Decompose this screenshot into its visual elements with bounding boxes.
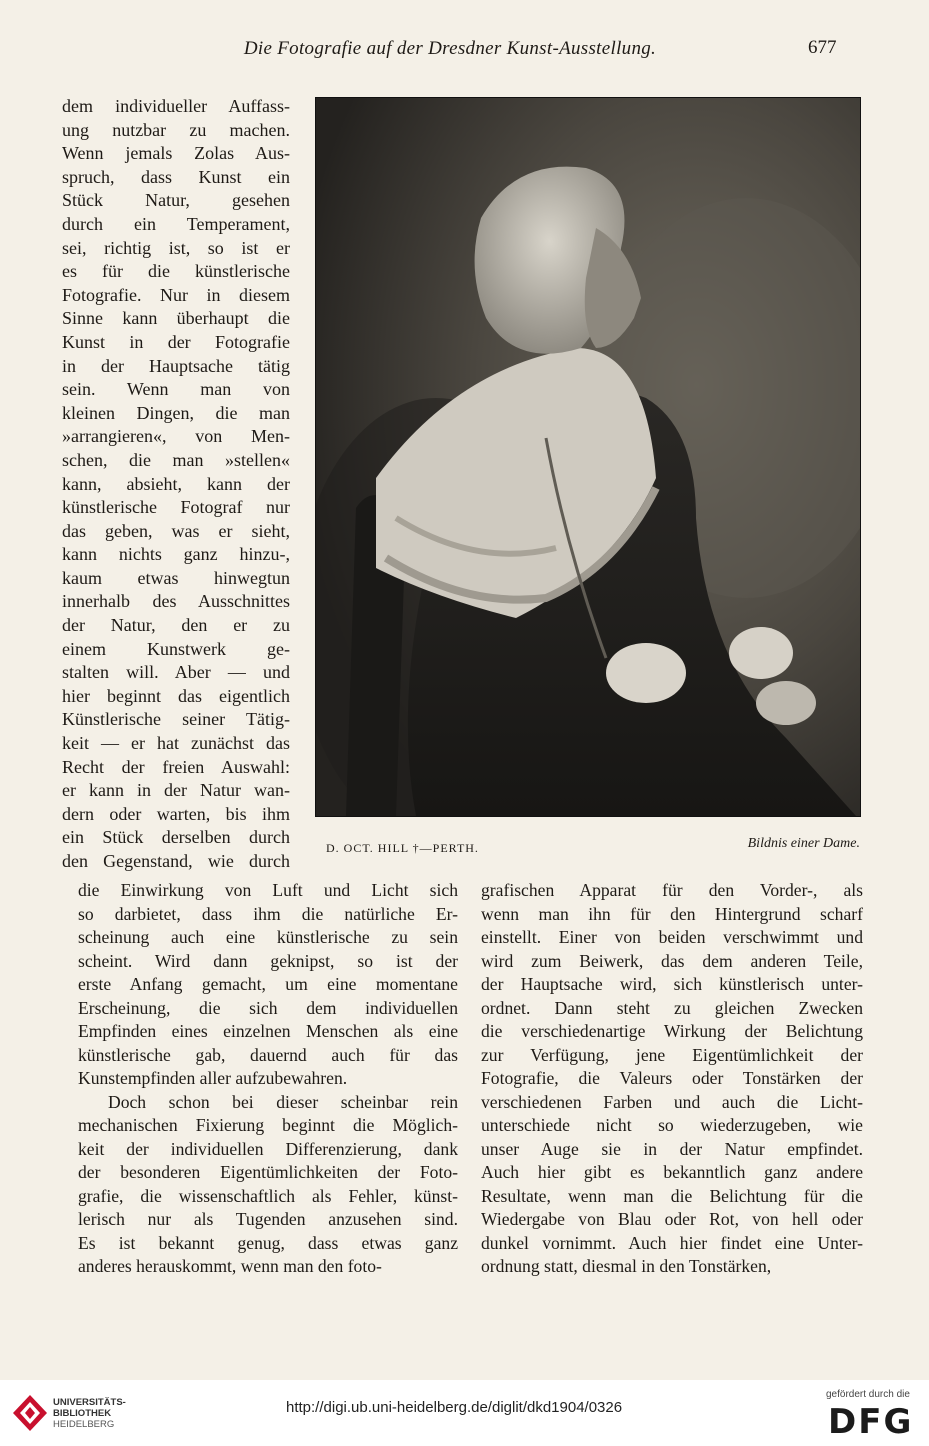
text-line: dem individueller Auffass- <box>62 96 290 116</box>
library-name <box>53 1397 126 1430</box>
text-line: der Natur, den er zu <box>62 615 290 636</box>
text-line: kleinen Dingen, die man <box>62 402 290 423</box>
text-line: lerisch nur als Tugenden anzusehen sind. <box>78 1209 458 1229</box>
text-line: wenn man ihn für den Hintergrund scharf <box>481 903 863 924</box>
running-title: Die Fotografie auf der Dresdner Kunst-Ausstellung. <box>243 38 657 59</box>
library-name-line: BIBLIOTHEK <box>53 1408 112 1419</box>
text-line: durch ein Temperament, <box>62 213 290 234</box>
text-line: ung nutzbar zu machen. <box>62 119 290 140</box>
text-line: der besonderen Eigentümlichkeiten der Foto- <box>78 1162 458 1182</box>
text-line: scheint. Wird dann geknipst, so ist der <box>78 950 458 971</box>
text-line: kann nichts ganz hinzu-, <box>62 544 290 565</box>
text-line: Stück Natur, gesehen <box>62 190 290 211</box>
text-line: unterschiede nicht so wiederzugeben, wie <box>481 1115 863 1135</box>
text-line: unser Auge sie in der Natur empfindet. <box>481 1138 863 1159</box>
text-line: sei, richtig ist, so ist er <box>62 237 290 258</box>
portrait-photograph <box>315 97 861 817</box>
text-line: kaum etwas hinwegtun <box>62 567 290 588</box>
text-line: hier beginnt das eigentlich <box>62 685 290 706</box>
text-line: Wiedergabe von Blau oder Rot, von hell oder <box>481 1209 863 1229</box>
left-text-column <box>78 879 458 1279</box>
text-line: es für die künstlerische <box>62 261 290 282</box>
text-line: erste Anfang gemacht, um eine momentane <box>78 974 458 994</box>
text-line: die verschiedenartige Wirkung der Belichtung <box>481 1021 863 1041</box>
text-line: dern oder warten, bis ihm <box>62 803 290 824</box>
text-line: mechanischen Fixierung beginnt die Möglich- <box>78 1115 458 1135</box>
text-line: grafischen Apparat für den Vorder-, als <box>481 880 863 900</box>
text-line: er kann in der Natur wan- <box>62 780 290 801</box>
text-line: Kunstempfinden aller aufzubewahren. <box>78 1068 348 1088</box>
dfg-logo: DFG <box>828 1402 914 1442</box>
photo-credit: D. OCT. HILL †—PERTH. <box>326 841 479 855</box>
text-line: so darbietet, dass ihm die natürliche Er- <box>78 903 458 924</box>
text-line: wird zum Beiwerk, das dem anderen Teile, <box>481 950 863 971</box>
text-line: scheinung auch eine künstlerische zu sein <box>78 927 458 947</box>
text-line: zur Verfügung, jene Eigentümlichkeit der <box>481 1044 863 1065</box>
text-line: Auch hier gibt es bekanntlich ganz andere <box>481 1162 863 1182</box>
library-name-line: HEIDELBERG <box>53 1419 115 1430</box>
page-number: 677 <box>808 37 837 58</box>
text-line: Es ist bekannt genug, dass etwas ganz <box>78 1232 458 1253</box>
right-text-column <box>481 879 863 1279</box>
text-line: einem Kunstwerk ge- <box>62 638 290 659</box>
text-line: künstlerische Fotograf nur <box>62 497 290 518</box>
text-line: Erscheinung, die sich dem individuellen <box>78 997 458 1018</box>
figure-caption: Bildnis einer Dame. <box>747 836 860 851</box>
funding-note: gefördert durch die <box>826 1389 910 1400</box>
text-line: keit — er hat zunächst das <box>62 733 290 754</box>
text-line: das geben, was er sieht, <box>62 520 290 541</box>
text-line: Wenn jemals Zolas Aus- <box>62 143 290 164</box>
text-line: Fotografie. Nur in diesem <box>62 284 290 305</box>
text-line: Doch schon bei dieser scheinbar rein <box>108 1091 458 1112</box>
text-line: künstlerische gab, dauernd auch für das <box>78 1044 458 1065</box>
text-line: der Hauptsache wird, sich künstlerisch unter- <box>481 974 863 994</box>
text-line: »arrangieren«, von Men- <box>62 426 290 447</box>
library-logo-icon <box>12 1394 48 1432</box>
text-line: die Einwirkung von Luft und Licht sich <box>78 880 458 900</box>
text-line: Empfinden eines einzelnen Menschen als eine <box>78 1021 458 1041</box>
text-line: Resultate, wenn man die Belichtung für die <box>481 1185 863 1206</box>
text-line: in der Hauptsache tätig <box>62 355 290 376</box>
text-line: einstellt. Einer von beiden verschwimmt und <box>481 927 863 947</box>
footer-bar <box>0 1380 929 1446</box>
narrow-text-column <box>62 95 290 874</box>
text-line: Fotografie, die Valeurs oder Tonstärken der <box>481 1068 863 1088</box>
library-name-line: UNIVERSITÄTS- <box>53 1397 126 1408</box>
text-line: stalten will. Aber — und <box>62 662 290 683</box>
text-line: dunkel vornimmt. Auch hier findet eine Unter- <box>481 1232 863 1253</box>
portrait-illustration <box>316 98 860 816</box>
text-line: verschiedenen Farben und auch die Licht- <box>481 1091 863 1112</box>
text-line: ordnung statt, diesmal in den Tonstärken, <box>481 1256 772 1276</box>
text-line: grafie, die wissenschaftlich als Fehler, künst- <box>78 1185 458 1206</box>
text-line: ein Stück derselben durch <box>62 827 290 848</box>
text-line: kann, absieht, kann der <box>62 473 290 494</box>
text-line: ordnet. Dann steht zu gleichen Zwecken <box>481 997 863 1018</box>
text-line: spruch, dass Kunst ein <box>62 166 290 187</box>
text-line: Künstlerische seiner Tätig- <box>62 709 290 730</box>
text-line: innerhalb des Ausschnittes <box>62 591 290 612</box>
text-line: keit der individuellen Differenzierung, dank <box>78 1138 458 1159</box>
text-line: Sinne kann überhaupt die <box>62 308 290 329</box>
text-line: anderes herauskommt, wenn man den foto- <box>78 1256 382 1276</box>
text-line: sein. Wenn man von <box>62 379 290 400</box>
text-line: schen, die man »stellen« <box>62 449 290 470</box>
text-line: den Gegenstand, wie durch <box>62 851 290 871</box>
text-line: Kunst in der Fotografie <box>62 331 290 352</box>
text-line: Recht der freien Auswahl: <box>62 756 290 777</box>
permalink-url[interactable]: http://digi.ub.uni-heidelberg.de/diglit/dkd1904/0326 <box>286 1399 623 1416</box>
